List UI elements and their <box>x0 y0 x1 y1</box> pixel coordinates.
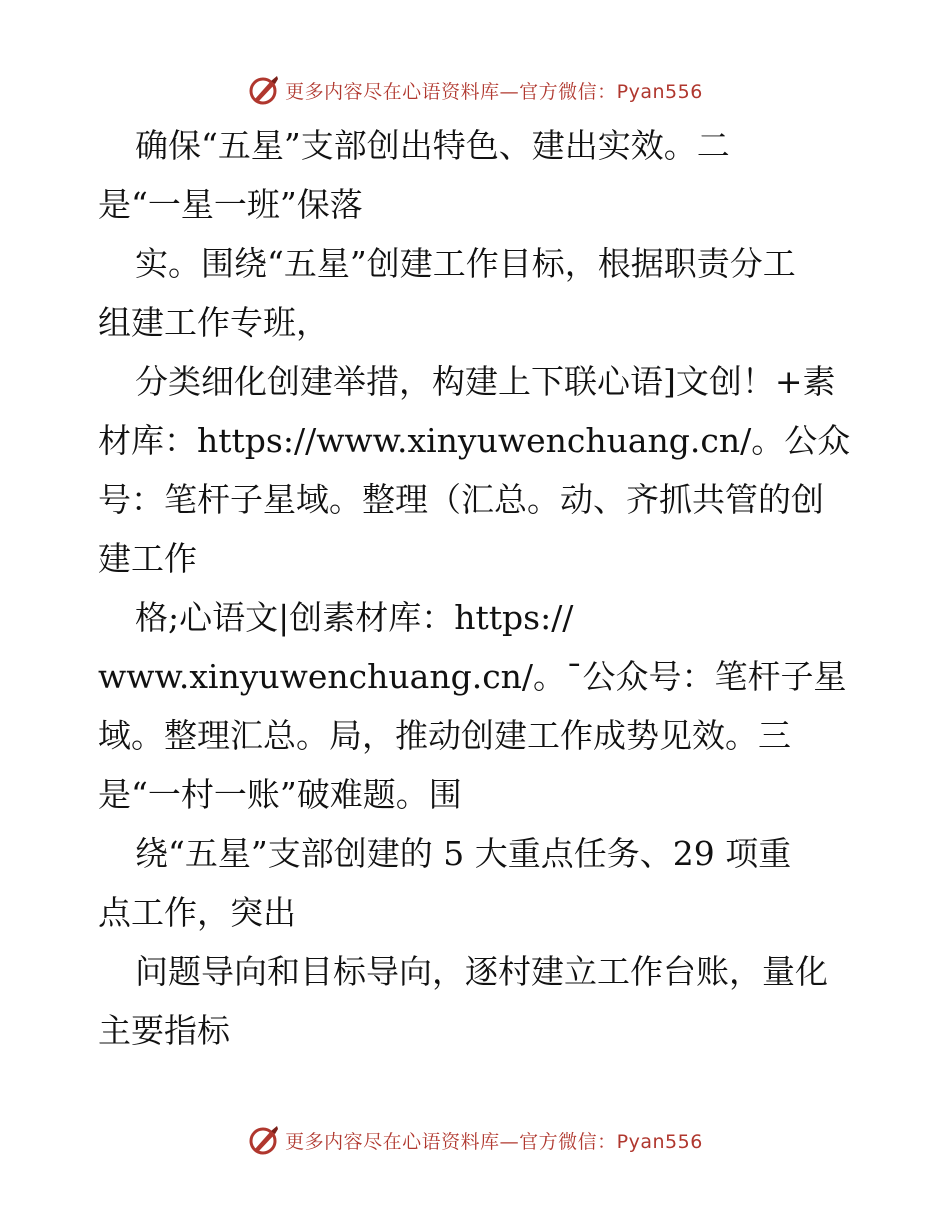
text-line: 问题导向和目标导向，逐村建立工作台账，量化 <box>135 952 828 991</box>
text-line: 主要指标 <box>98 1011 230 1050</box>
text-line: 绕“五星”支部创建的 5 大重点任务、29 项重 <box>135 834 792 873</box>
document-body <box>98 116 858 1060</box>
footer-watermark-text <box>285 1127 703 1154</box>
watermark-label: 更多内容尽在心语资料库—官方微信： <box>285 80 617 103</box>
text-line: 分类细化创建举措，构建上下联心语]文创！+素 <box>135 362 836 401</box>
text-line: 组建工作专班， <box>98 303 329 342</box>
text-line: 号：笔杆子星域。整理（汇总。动、齐抓共管的创 <box>98 480 824 519</box>
text-line: 域。整理汇总。局，推动创建工作成势见效。三 <box>98 716 791 755</box>
text-line: 确保“五星”支部创出特色、建出实效。二 <box>135 126 730 165</box>
pen-logo-icon <box>247 73 281 107</box>
pen-logo-icon <box>247 1123 281 1157</box>
text-line: 建工作 <box>98 539 197 578</box>
watermark-handle: Pyan556 <box>616 80 703 103</box>
text-line: 格;心语文|创素材库：https:// <box>135 598 574 637</box>
text-line: 是“一村一账”破难题。围 <box>98 775 462 814</box>
watermark-label: 更多内容尽在心语资料库—官方微信： <box>285 1130 617 1153</box>
header-watermark-text <box>285 77 703 104</box>
text-line: 实。围绕“五星”创建工作目标，根据职责分工 <box>135 244 796 283</box>
header-watermark-banner <box>0 70 950 110</box>
text-line: 是“一星一班”保落 <box>98 185 363 224</box>
text-line: 材库：https://www.xinyuwenchuang.cn/。公众 <box>98 421 851 460</box>
text-line: 点工作，突出 <box>98 893 296 932</box>
text-line: www.xinyuwenchuang.cn/。¯公众号：笔杆子星 <box>98 657 847 696</box>
footer-watermark-banner <box>0 1120 950 1160</box>
watermark-handle: Pyan556 <box>616 1130 703 1153</box>
